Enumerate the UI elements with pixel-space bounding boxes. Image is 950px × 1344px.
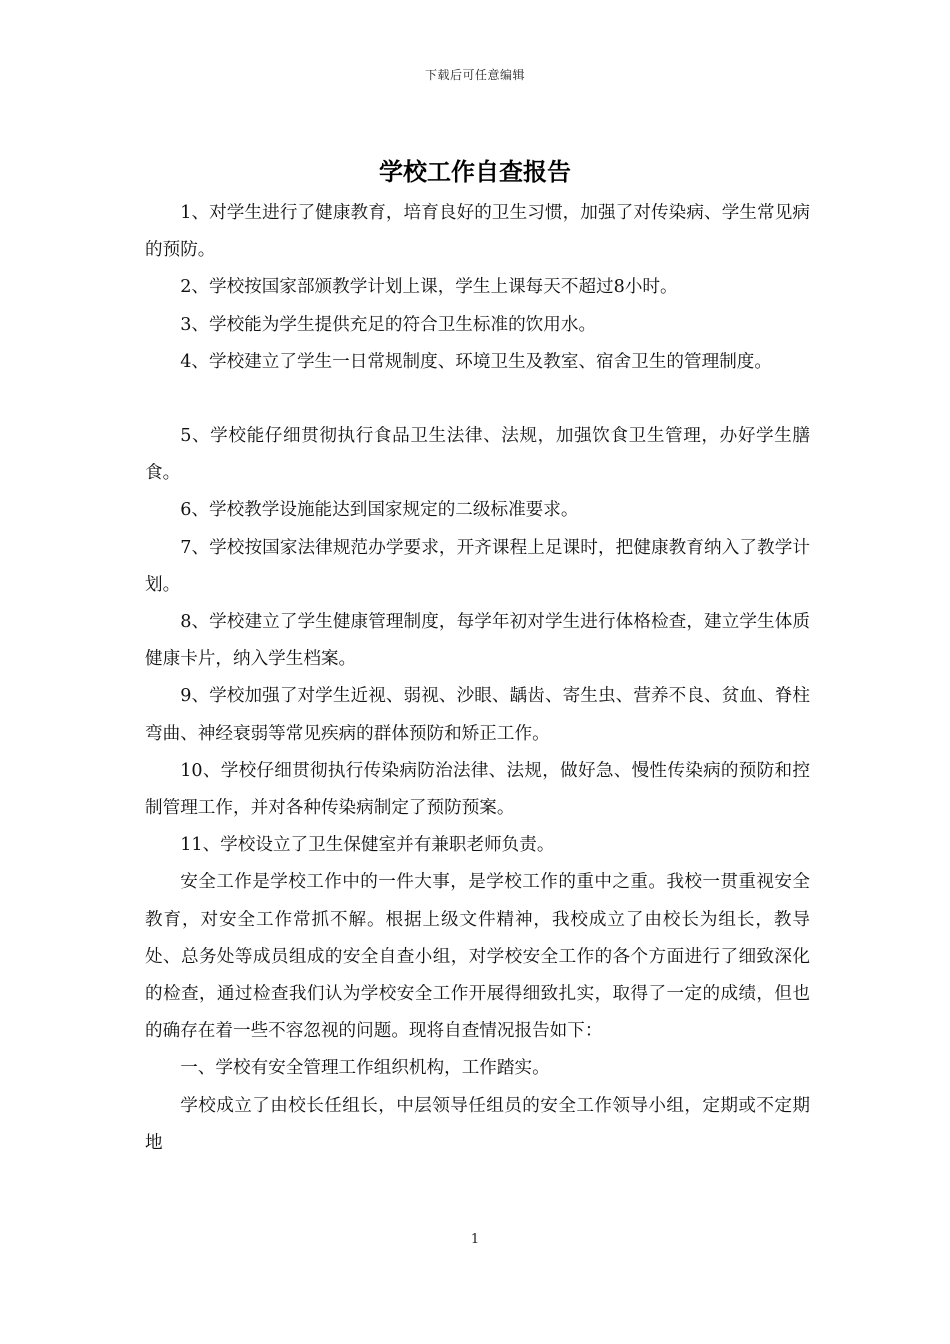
- page-title: 学校工作自查报告: [379, 158, 571, 186]
- paragraph-4: 4、学校建立了学生一日常规制度、环境卫生及教室、宿舍卫生的管理制度。: [180, 351, 772, 372]
- paragraph-2: 2、学校按国家部颁教学计划上课，学生上课每天不超过8小时。: [180, 277, 678, 298]
- paragraph-11: 11、学校设立了卫生保健室并有兼职老师负责。: [180, 835, 555, 856]
- paragraph-7: 7、学校按国家法律规范办学要求，开齐课程上足课时，把健康教育纳入了教学计划。: [145, 537, 810, 595]
- paragraph-safety-intro: 安全工作是学校工作中的一件大事，是学校工作的重中之重。我校一贯重视安全教育，对安全工作常抓不解。根据上级文件精神，我校成立了由校长为组长，教导处、总务处等成员组成的安全自查小组，对学校安全工作的各个方面进行了细致深化的检查，通过检查我们认为学校安全工作开展得细致扎实，取得了一定的成绩，但也的确存在着一些不容忽视的问题。现将自查情况报告如下：: [145, 872, 810, 1042]
- page-number: 1: [470, 1232, 480, 1247]
- section-heading-1: 一、学校有安全管理工作组织机构，工作踏实。: [180, 1058, 550, 1079]
- header-note: 下载后可任意编辑: [424, 68, 525, 82]
- paragraph-6: 6、学校教学设施能达到国家规定的二级标准要求。: [180, 500, 579, 521]
- document-body: [145, 195, 810, 1162]
- paragraph-8: 8、学校建立了学生健康管理制度，每学年初对学生进行体格检查，建立学生体质健康卡片，纳入学生档案。: [145, 612, 810, 670]
- paragraph-1: 1、对学生进行了健康教育，培育良好的卫生习惯，加强了对传染病、学生常见病的预防。: [145, 203, 810, 261]
- paragraph-9: 9、学校加强了对学生近视、弱视、沙眼、龋齿、寄生虫、营养不良、贫血、脊柱弯曲、神经衰弱等常见疾病的群体预防和矫正工作。: [145, 686, 810, 744]
- paragraph-5: 5、学校能仔细贯彻执行食品卫生法律、法规，加强饮食卫生管理，办好学生膳食。: [145, 426, 810, 484]
- paragraph-10: 10、学校仔细贯彻执行传染病防治法律、法规，做好急、慢性传染病的预防和控制管理工作，并对各种传染病制定了预防预案。: [145, 760, 810, 819]
- paragraph-3: 3、学校能为学生提供充足的符合卫生标准的饮用水。: [180, 314, 597, 335]
- paragraph-safety-org: 学校成立了由校长任组长，中层领导任组员的安全工作领导小组，定期或不定期地: [145, 1095, 810, 1153]
